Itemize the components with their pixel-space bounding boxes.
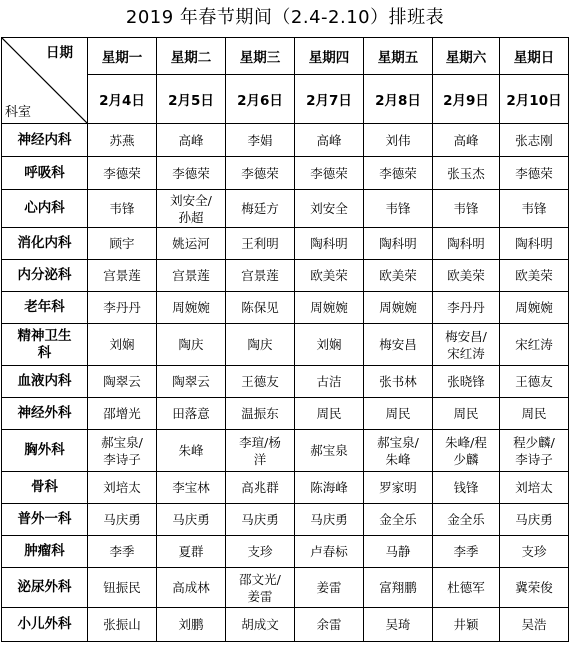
duty-cell (433, 292, 500, 324)
duty-cell (88, 124, 157, 157)
doctor-name: 顾宇 (109, 236, 135, 251)
doctor-name: 宫景莲 (241, 268, 279, 283)
duty-cell (226, 608, 295, 642)
duty-cell (364, 472, 433, 504)
department-cell (2, 260, 88, 292)
table-row (2, 430, 569, 472)
duty-cell (364, 568, 433, 608)
department-cell (2, 504, 88, 536)
duty-cell (226, 366, 295, 398)
doctor-name: 周民 (521, 406, 547, 421)
doctor-name: 欧美荣 (379, 268, 417, 283)
doctor-name: 朱峰 (385, 451, 411, 467)
doctor-name: 韦锋 (109, 201, 135, 216)
doctor-name: 卢春标 (310, 544, 348, 559)
duty-cell (433, 324, 500, 366)
duty-cell (500, 568, 569, 608)
table-row (2, 157, 569, 190)
doctor-name: 郝宝泉/ (101, 434, 143, 450)
doctor-name: 马庆勇 (172, 512, 210, 527)
duty-cell (364, 366, 433, 398)
doctor-name: 程少麟/ (513, 434, 555, 450)
department-cell (2, 157, 88, 190)
doctor-name: 周民 (385, 406, 411, 421)
table-row (2, 568, 569, 608)
doctor-name: 王德友 (241, 374, 279, 389)
doctor-name: 陈海峰 (310, 480, 348, 495)
doctor-name: 少麟 (453, 451, 479, 467)
duty-cell (157, 157, 226, 190)
duty-cell (364, 430, 433, 472)
duty-cell (433, 504, 500, 536)
doctor-name: 胡成文 (241, 617, 279, 632)
duty-cell (295, 157, 364, 190)
doctor-name: 陈保见 (241, 300, 279, 315)
doctor-name: 宫景莲 (172, 268, 210, 283)
weekday-header-5: 星期五 (364, 38, 433, 75)
weekday-header-4: 星期四 (295, 38, 364, 75)
doctor-name: 吴浩 (521, 617, 547, 632)
duty-cell (364, 228, 433, 260)
duty-cell (88, 260, 157, 292)
duty-cell (500, 190, 569, 228)
duty-cell (226, 568, 295, 608)
duty-cell (157, 190, 226, 228)
date-header-2: 2月5日 (157, 75, 226, 124)
duty-cell (433, 190, 500, 228)
duty-cell (157, 124, 226, 157)
duty-cell (157, 568, 226, 608)
department-cell (2, 472, 88, 504)
department-cell (2, 228, 88, 260)
duty-cell (433, 568, 500, 608)
doctor-name: 周民 (453, 406, 479, 421)
duty-cell (226, 398, 295, 430)
duty-cell (433, 124, 500, 157)
department-name-line: 泌尿外科 (17, 579, 72, 595)
date-header-6: 2月9日 (433, 75, 500, 124)
duty-cell (364, 536, 433, 568)
department-name-line: 小儿外科 (17, 616, 72, 632)
doctor-name: 刘娴 (109, 337, 135, 352)
duty-cell (433, 430, 500, 472)
duty-cell (226, 190, 295, 228)
department-name-line: 神经外科 (17, 405, 72, 421)
duty-cell (364, 324, 433, 366)
doctor-name: 刘安全 (310, 201, 348, 216)
doctor-name: 邵增光 (103, 406, 141, 421)
table-row (2, 536, 569, 568)
doctor-name: 刘安全/ (170, 192, 212, 208)
department-name-line: 消化内科 (17, 235, 72, 251)
doctor-name: 富翔鹏 (379, 580, 417, 595)
table-row (2, 228, 569, 260)
doctor-name: 高峰 (178, 132, 204, 148)
doctor-name: 陶庆 (247, 337, 273, 352)
duty-cell (88, 398, 157, 430)
doctor-name: 李德荣 (103, 165, 141, 181)
date-header-5: 2月8日 (364, 75, 433, 124)
doctor-name: 郝宝泉 (310, 443, 348, 458)
doctor-name: 韦锋 (453, 201, 479, 216)
doctor-name: 李德荣 (241, 165, 279, 181)
doctor-name: 余雷 (316, 617, 342, 632)
department-cell (2, 398, 88, 430)
doctor-name: 金全乐 (447, 512, 485, 527)
doctor-name: 李季 (109, 544, 135, 559)
duty-cell (88, 324, 157, 366)
doctor-name: 周婉婉 (379, 300, 417, 315)
doctor-name: 张振山 (103, 617, 141, 632)
duty-cell (226, 157, 295, 190)
duty-cell (433, 228, 500, 260)
doctor-name: 陶翠云 (172, 374, 210, 389)
doctor-name: 田落意 (172, 406, 210, 421)
department-cell (2, 324, 88, 366)
duty-cell (500, 366, 569, 398)
duty-cell (500, 157, 569, 190)
department-name-line: 普外一科 (17, 511, 72, 527)
duty-cell (157, 536, 226, 568)
doctor-name: 李宝林 (172, 480, 210, 495)
doctor-name: 李德荣 (379, 165, 417, 181)
department-name-line: 肿瘤科 (24, 543, 65, 559)
doctor-name: 王利明 (241, 236, 279, 251)
doctor-name: 周婉婉 (172, 300, 210, 315)
duty-cell (433, 260, 500, 292)
duty-cell (88, 228, 157, 260)
duty-cell (295, 504, 364, 536)
doctor-name: 陶科明 (515, 236, 553, 251)
duty-cell (295, 324, 364, 366)
doctor-name: 马庆勇 (515, 512, 553, 527)
table-row (2, 504, 569, 536)
doctor-name: 钮振民 (103, 580, 141, 595)
department-cell (2, 366, 88, 398)
doctor-name: 高兆群 (241, 480, 279, 495)
doctor-name: 高峰 (316, 132, 342, 148)
department-name-line: 科 (37, 344, 52, 361)
department-name-line: 呼吸科 (24, 164, 65, 181)
duty-cell (364, 292, 433, 324)
duty-cell (295, 228, 364, 260)
duty-cell (157, 324, 226, 366)
duty-cell (88, 157, 157, 190)
duty-cell (500, 398, 569, 430)
department-cell (2, 568, 88, 608)
corner-header-cell (2, 38, 88, 124)
duty-cell (295, 366, 364, 398)
duty-cell (226, 472, 295, 504)
department-cell (2, 124, 88, 157)
doctor-name: 古洁 (316, 374, 342, 389)
doctor-name: 陶科明 (379, 236, 417, 251)
duty-cell (226, 504, 295, 536)
doctor-name: 夏群 (178, 544, 204, 559)
doctor-name: 欧美荣 (447, 268, 485, 283)
weekday-header-3: 星期三 (226, 38, 295, 75)
table-row (2, 260, 569, 292)
doctor-name: 梅安昌 (379, 337, 417, 352)
department-cell (2, 430, 88, 472)
duty-cell (157, 228, 226, 260)
doctor-name: 刘培太 (515, 480, 553, 495)
duty-cell (226, 324, 295, 366)
weekday-header-6: 星期六 (433, 38, 500, 75)
doctor-name: 李德荣 (515, 165, 553, 181)
doctor-name: 吴琦 (385, 617, 411, 632)
weekday-header-1: 星期一 (88, 38, 157, 75)
doctor-name: 张书林 (379, 374, 417, 389)
duty-cell (295, 260, 364, 292)
date-header-4: 2月7日 (295, 75, 364, 124)
duty-cell (364, 157, 433, 190)
doctor-name: 周民 (316, 406, 342, 421)
doctor-name: 支珍 (247, 544, 273, 559)
duty-cell (88, 536, 157, 568)
duty-cell (295, 124, 364, 157)
duty-cell (88, 504, 157, 536)
table-row (2, 190, 569, 228)
department-cell (2, 536, 88, 568)
doctor-name: 李季 (453, 544, 479, 559)
doctor-name: 陶科明 (310, 236, 348, 251)
duty-cell (295, 398, 364, 430)
table-row (2, 292, 569, 324)
doctor-name: 马静 (385, 544, 411, 559)
doctor-name: 宋红涛 (447, 345, 485, 361)
table-row (2, 124, 569, 157)
date-header-1: 2月4日 (88, 75, 157, 124)
doctor-name: 李德荣 (310, 165, 348, 181)
duty-cell (295, 292, 364, 324)
duty-cell (500, 608, 569, 642)
duty-cell (500, 124, 569, 157)
duty-cell (226, 260, 295, 292)
duty-cell (500, 292, 569, 324)
duty-cell (157, 292, 226, 324)
doctor-name: 朱峰 (178, 443, 204, 458)
duty-cell (364, 608, 433, 642)
duty-cell (88, 190, 157, 228)
duty-cell (226, 124, 295, 157)
doctor-name: 欧美荣 (515, 268, 553, 283)
duty-cell (433, 398, 500, 430)
doctor-name: 支珍 (521, 544, 547, 559)
department-cell (2, 292, 88, 324)
doctor-name: 刘伟 (385, 132, 411, 148)
duty-cell (226, 536, 295, 568)
duty-cell (157, 260, 226, 292)
doctor-name: 陶庆 (178, 337, 204, 352)
duty-cell (157, 366, 226, 398)
duty-cell (295, 536, 364, 568)
duty-cell (433, 366, 500, 398)
doctor-name: 刘培太 (103, 480, 141, 495)
doctor-name: 罗家明 (379, 480, 417, 495)
doctor-name: 宫景莲 (103, 268, 141, 283)
duty-cell (295, 608, 364, 642)
doctor-name: 张晓锋 (447, 374, 485, 389)
doctor-name: 李诗子 (515, 451, 553, 467)
doctor-name: 韦锋 (521, 201, 547, 216)
department-name-line: 内分泌科 (17, 267, 72, 283)
duty-cell (295, 568, 364, 608)
duty-cell (500, 228, 569, 260)
schedule-table (1, 37, 569, 642)
duty-cell (157, 608, 226, 642)
duty-cell (364, 260, 433, 292)
doctor-name: 王德友 (515, 374, 553, 389)
table-row (2, 324, 569, 366)
duty-cell (500, 536, 569, 568)
duty-cell (88, 608, 157, 642)
duty-cell (157, 504, 226, 536)
department-name-line: 心内科 (24, 200, 65, 216)
duty-cell (364, 398, 433, 430)
duty-cell (88, 568, 157, 608)
duty-cell (295, 190, 364, 228)
doctor-name: 张玉杰 (447, 165, 485, 181)
doctor-name: 高成林 (172, 580, 210, 595)
doctor-name: 孙超 (178, 209, 204, 225)
doctor-name: 李诗子 (103, 451, 141, 467)
doctor-name: 梅安昌/ (445, 328, 487, 344)
doctor-name: 洋 (253, 451, 267, 467)
doctor-name: 李丹丹 (103, 300, 141, 315)
duty-cell (364, 124, 433, 157)
doctor-name: 李德荣 (172, 165, 210, 181)
doctor-name: 李娟 (247, 132, 273, 148)
department-name-line: 血液内科 (17, 373, 72, 389)
duty-cell (364, 504, 433, 536)
doctor-name: 井颖 (453, 617, 479, 632)
department-name-line: 老年科 (24, 299, 65, 315)
doctor-name: 梅廷方 (241, 201, 279, 216)
duty-cell (88, 472, 157, 504)
duty-cell (500, 260, 569, 292)
weekday-header-2: 星期二 (157, 38, 226, 75)
date-header-3: 2月6日 (226, 75, 295, 124)
doctor-name: 周婉婉 (310, 300, 348, 315)
page-title: 2019 年春节期间（2.4-2.10）排班表 (125, 7, 445, 28)
doctor-name: 李丹丹 (447, 300, 485, 315)
doctor-name: 姚运河 (172, 236, 210, 251)
duty-cell (226, 430, 295, 472)
duty-cell (88, 366, 157, 398)
duty-cell (226, 228, 295, 260)
doctor-name: 马庆勇 (241, 512, 279, 527)
department-name-line: 神经内科 (17, 131, 72, 148)
duty-cell (157, 430, 226, 472)
date-header-7: 2月10日 (500, 75, 569, 124)
table-row (2, 608, 569, 642)
doctor-name: 苏燕 (109, 132, 135, 148)
doctor-name: 陶翠云 (103, 374, 141, 389)
duty-cell (157, 398, 226, 430)
duty-cell (226, 292, 295, 324)
corner-dept-label: 科室 (5, 105, 32, 120)
table-row (2, 472, 569, 504)
doctor-name: 郝宝泉/ (377, 434, 419, 450)
doctor-name: 温振东 (241, 406, 279, 421)
doctor-name: 姜雷 (247, 588, 273, 604)
table-row (2, 398, 569, 430)
doctor-name: 冀荣俊 (515, 580, 553, 595)
corner-date-label: 日期 (46, 45, 73, 61)
duty-cell (157, 472, 226, 504)
doctor-name: 张志刚 (515, 132, 553, 148)
table-row (2, 366, 569, 398)
doctor-name: 陶科明 (447, 236, 485, 251)
doctor-name: 金全乐 (379, 512, 417, 527)
duty-cell (295, 430, 364, 472)
doctor-name: 高峰 (453, 132, 479, 148)
weekday-header-row (2, 38, 569, 75)
doctor-name: 杜德军 (447, 580, 485, 595)
duty-cell (433, 157, 500, 190)
duty-cell (500, 472, 569, 504)
doctor-name: 刘鹏 (178, 617, 204, 632)
duty-cell (500, 324, 569, 366)
doctor-name: 邵文光/ (239, 571, 281, 587)
duty-cell (88, 430, 157, 472)
doctor-name: 宋红涛 (515, 337, 553, 352)
duty-cell (500, 504, 569, 536)
weekday-header-7: 星期日 (500, 38, 569, 75)
duty-cell (433, 536, 500, 568)
duty-cell (364, 190, 433, 228)
doctor-name: 刘娴 (316, 337, 342, 352)
doctor-name: 朱峰/程 (445, 434, 487, 450)
doctor-name: 欧美荣 (310, 268, 348, 283)
doctor-name: 马庆勇 (103, 512, 141, 527)
duty-cell (295, 472, 364, 504)
doctor-name: 周婉婉 (515, 300, 553, 315)
doctor-name: 李瑄/杨 (239, 434, 281, 450)
doctor-name: 钱锋 (453, 480, 479, 495)
duty-cell (433, 608, 500, 642)
department-name-line: 精神卫生 (17, 327, 72, 344)
doctor-name: 马庆勇 (310, 512, 348, 527)
department-cell (2, 190, 88, 228)
duty-cell (500, 430, 569, 472)
duty-cell (88, 292, 157, 324)
doctor-name: 韦锋 (385, 201, 411, 216)
doctor-name: 姜雷 (316, 580, 342, 595)
department-name-line: 胸外科 (24, 442, 65, 458)
duty-cell (433, 472, 500, 504)
department-cell (2, 608, 88, 642)
department-name-line: 骨科 (31, 479, 58, 495)
